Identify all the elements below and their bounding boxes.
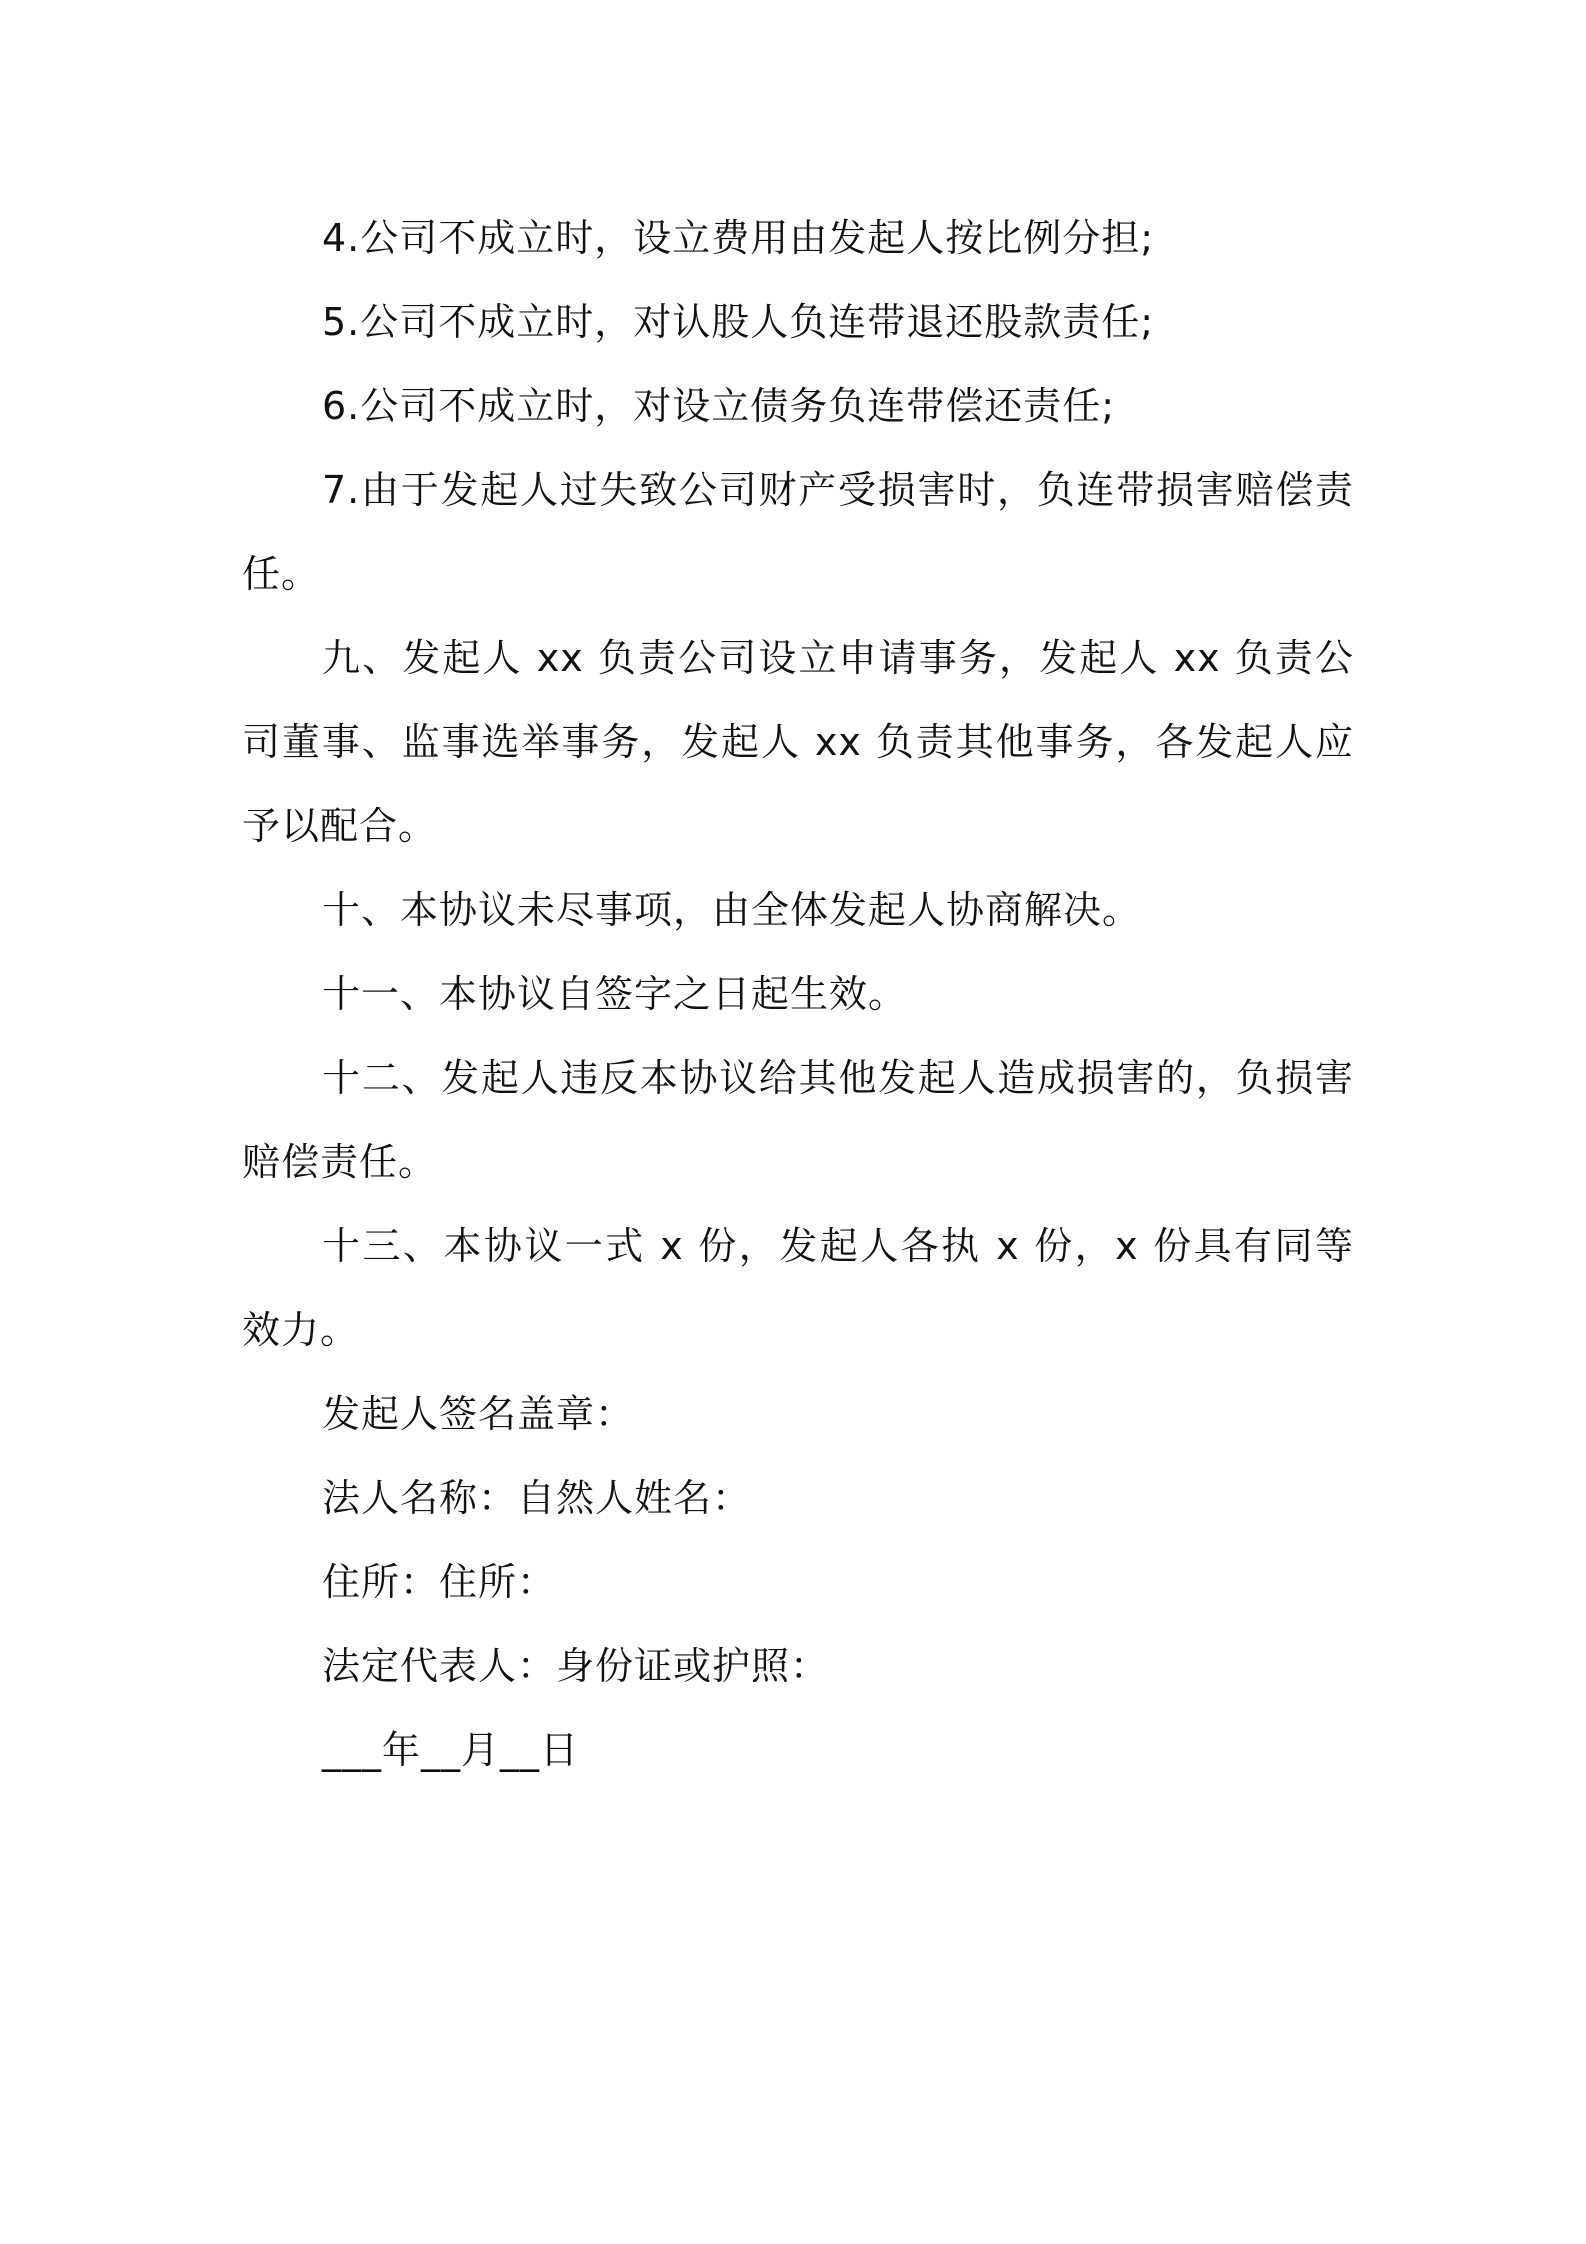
signature-name-line: 法人名称：自然人姓名： bbox=[322, 1476, 752, 1520]
clause-10: 十、本协议未尽事项，由全体发起人协商解决。 bbox=[322, 888, 1142, 932]
clause-12: 十二、发起人违反本协议给其他发起人造成损害的，负损害赔偿责任。 bbox=[242, 1056, 1354, 1184]
clause-8-item-5: 5.公司不成立时，对认股人负连带退还股款责任; bbox=[322, 300, 1155, 344]
clause-11: 十一、本协议自签字之日起生效。 bbox=[322, 972, 908, 1016]
clause-8-item-4: 4.公司不成立时，设立费用由发起人按比例分担; bbox=[322, 216, 1155, 260]
clause-9: 九、发起人 xx 负责公司设立申请事务，发起人 xx 负责公司董事、监事选举事务，发起人 xx 负责其他事务，各发起人应予以配合。 bbox=[242, 636, 1354, 848]
signature-address-line: 住所：住所： bbox=[322, 1560, 557, 1604]
signature-date-line: ___年__月__日 bbox=[322, 1728, 580, 1772]
clause-8-item-7: 7.由于发起人过失致公司财产受损害时，负连带损害赔偿责任。 bbox=[242, 468, 1354, 596]
clause-13: 十三、本协议一式 x 份，发起人各执 x 份，x 份具有同等效力。 bbox=[242, 1224, 1354, 1352]
signature-heading: 发起人签名盖章： bbox=[322, 1392, 635, 1436]
signature-representative-line: 法定代表人：身份证或护照： bbox=[322, 1644, 830, 1688]
clause-8-item-6: 6.公司不成立时，对设立债务负连带偿还责任; bbox=[322, 384, 1116, 428]
document-body bbox=[242, 196, 1354, 1792]
